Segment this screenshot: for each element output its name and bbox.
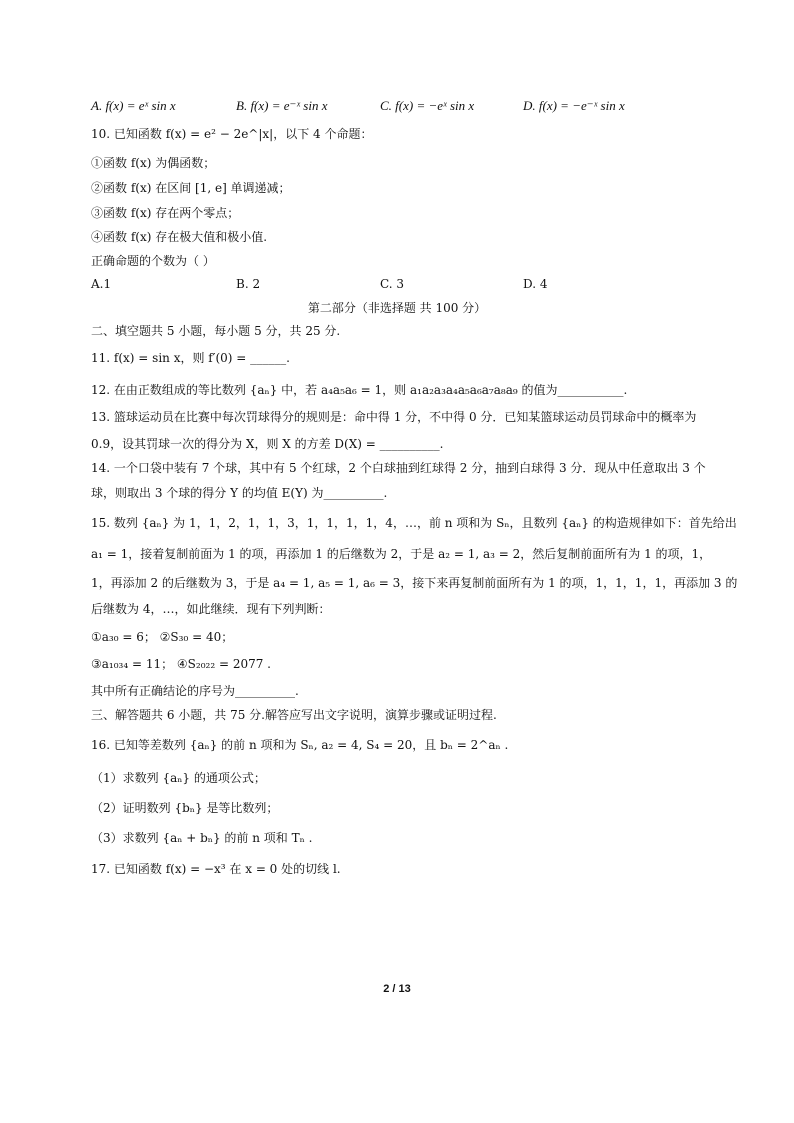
q10-question: 正确命题的个数为（ ） [91, 254, 215, 268]
q10-option-a: A.1 [91, 277, 112, 291]
q9-option-c: C. f(x) = −eˣ sin x [380, 98, 475, 113]
section3-heading: 三、解答题共 6 小题，共 75 分.解答应写出文字说明，演算步骤或证明过程. [91, 708, 497, 722]
q10-option-c: C. 3 [380, 277, 405, 291]
q13-line-2: 0.9，设其罚球一次的得分为 X，则 X 的方差 D(X) = __________. [91, 437, 444, 451]
part2-heading: 第二部分（非选择题 共 100 分） [307, 301, 487, 315]
q15-answer-prompt: 其中所有正确结论的序号为__________. [91, 684, 299, 698]
q15-judgement-1: ①a₃₀ = 6； ②S₃₀ = 40； [91, 630, 234, 644]
q16-part-3: （3）求数列 {aₙ + bₙ} 的前 n 项和 Tₙ . [91, 831, 313, 845]
q10-item-1: ①函数 f(x) 为偶函数； [91, 156, 216, 170]
q12: 12. 在由正数组成的等比数列 {aₙ} 中，若 a₄a₅a₆ = 1，则 a₁a₂a₃a₄a₅a₆a₇a₈a₉ 的值为___________. [91, 383, 628, 397]
q10-item-2: ②函数 f(x) 在区间 [1, e] 单调递减； [91, 181, 291, 195]
q10-stem: 10. 已知函数 f(x) = e² − 2e^|x|，以下 4 个命题： [91, 127, 373, 141]
q10-option-b: B. 2 [236, 277, 261, 291]
q15-line-3: 1，再添加 2 的后继数为 3，于是 a₄ = 1, a₅ = 1, a₆ = 3，接下来再复制前面所有为 1 的项，1，1，1，1，再添加 3 的 [91, 576, 738, 590]
q15-line-4: 后继数为 4，…，如此继续．现有下列判断： [91, 602, 331, 616]
q10-item-4: ④函数 f(x) 存在极大值和极小值. [91, 230, 268, 244]
q15-line-1: 15. 数列 {aₙ} 为 1，1，2，1，1，3，1，1，1，1，4，…，前 n 项和为 Sₙ，且数列 {aₙ} 的构造规律如下：首先给出 [91, 516, 737, 530]
q16-part-2: （2）证明数列 {bₙ} 是等比数列； [91, 801, 279, 815]
q13-line-1: 13. 篮球运动员在比赛中每次罚球得分的规则是：命中得 1 分，不中得 0 分．已知某篮球运动员罚球命中的概率为 [91, 410, 697, 424]
q15-line-2: a₁ = 1，接着复制前面为 1 的项，再添加 1 的后继数为 2，于是 a₂ = 1, a₃ = 2，然后复制前面所有为 1 的项，1， [91, 547, 712, 561]
q9-option-a: A. f(x) = eˣ sin x [91, 98, 176, 113]
q10-option-d: D. 4 [523, 277, 548, 291]
q14-line-2: 球，则取出 3 个球的得分 Y 的均值 E(Y) 为__________. [91, 486, 388, 500]
q9-option-b: B. f(x) = e⁻ˣ sin x [236, 98, 328, 113]
q9-option-d: D. f(x) = −e⁻ˣ sin x [523, 98, 625, 113]
q14-line-1: 14. 一个口袋中装有 7 个球，其中有 5 个红球，2 个白球抽到红球得 2 分，抽到白球得 3 分．现从中任意取出 3 个 [91, 461, 706, 475]
q10-item-3: ③函数 f(x) 存在两个零点； [91, 206, 240, 220]
page-number: 2 / 13 [383, 983, 411, 995]
q16-stem: 16. 已知等差数列 {aₙ} 的前 n 项和为 Sₙ, a₂ = 4, S₄ = 20，且 bₙ = 2^aₙ . [91, 738, 509, 752]
q11: 11. f(x) = sin x，则 f′(0) = ______. [91, 351, 290, 365]
q16-part-1: （1）求数列 {aₙ} 的通项公式； [91, 771, 266, 785]
q15-judgement-2: ③a₁₀₃₄ = 11； ④S₂₀₂₂ = 2077 . [91, 657, 271, 671]
q17-stem: 17. 已知函数 f(x) = −x³ 在 x = 0 处的切线 l. [91, 862, 341, 876]
section2-heading: 二、填空题共 5 小题，每小题 5 分，共 25 分. [91, 324, 341, 338]
